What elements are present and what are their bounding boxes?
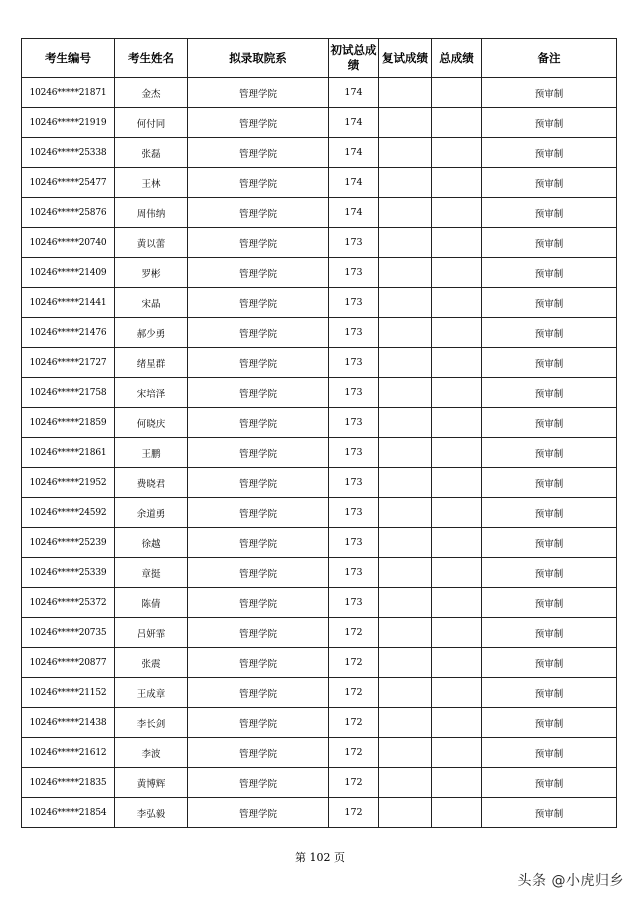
cell-total-score xyxy=(432,798,482,828)
column-header-department: 拟录取院系 xyxy=(188,39,329,78)
cell-prelim-score: 173 xyxy=(329,498,379,528)
cell-prelim-score: 173 xyxy=(329,318,379,348)
cell-candidate-name: 吕妍霏 xyxy=(115,618,188,648)
table-row xyxy=(22,408,617,438)
cell-retest-score xyxy=(379,558,432,588)
table-row xyxy=(22,588,617,618)
cell-candidate-name: 宋晶 xyxy=(115,288,188,318)
table-row xyxy=(22,798,617,828)
cell-department: 管理学院 xyxy=(188,108,329,138)
cell-remarks: 预审制 xyxy=(482,198,617,228)
cell-prelim-score: 174 xyxy=(329,108,379,138)
table-row xyxy=(22,288,617,318)
cell-remarks: 预审制 xyxy=(482,468,617,498)
cell-candidate-id: 10246*****21441 xyxy=(22,288,115,318)
table-row xyxy=(22,78,617,108)
cell-candidate-name: 金杰 xyxy=(115,78,188,108)
table-row xyxy=(22,168,617,198)
cell-total-score xyxy=(432,108,482,138)
cell-total-score xyxy=(432,408,482,438)
cell-candidate-id: 10246*****21612 xyxy=(22,738,115,768)
table-row xyxy=(22,378,617,408)
cell-retest-score xyxy=(379,378,432,408)
cell-department: 管理学院 xyxy=(188,768,329,798)
cell-candidate-id: 10246*****25239 xyxy=(22,528,115,558)
cell-remarks: 预审制 xyxy=(482,378,617,408)
cell-candidate-id: 10246*****21758 xyxy=(22,378,115,408)
cell-total-score xyxy=(432,258,482,288)
table-row xyxy=(22,618,617,648)
cell-department: 管理学院 xyxy=(188,468,329,498)
cell-candidate-id: 10246*****24592 xyxy=(22,498,115,528)
cell-prelim-score: 173 xyxy=(329,348,379,378)
cell-candidate-name: 李弘毅 xyxy=(115,798,188,828)
cell-candidate-name: 郝少勇 xyxy=(115,318,188,348)
cell-total-score xyxy=(432,348,482,378)
cell-remarks: 预审制 xyxy=(482,798,617,828)
cell-candidate-name: 何晓庆 xyxy=(115,408,188,438)
cell-remarks: 预审制 xyxy=(482,678,617,708)
cell-department: 管理学院 xyxy=(188,738,329,768)
cell-candidate-name: 绪星群 xyxy=(115,348,188,378)
cell-total-score xyxy=(432,678,482,708)
cell-total-score xyxy=(432,588,482,618)
cell-candidate-name: 余道勇 xyxy=(115,498,188,528)
cell-candidate-name: 周伟纳 xyxy=(115,198,188,228)
cell-retest-score xyxy=(379,108,432,138)
cell-prelim-score: 172 xyxy=(329,768,379,798)
cell-total-score xyxy=(432,618,482,648)
cell-department: 管理学院 xyxy=(188,438,329,468)
cell-total-score xyxy=(432,288,482,318)
cell-prelim-score: 172 xyxy=(329,678,379,708)
table-row xyxy=(22,768,617,798)
cell-prelim-score: 174 xyxy=(329,138,379,168)
page-number: 第 102 页 xyxy=(295,851,345,864)
cell-retest-score xyxy=(379,288,432,318)
column-header-candidate-id: 考生编号 xyxy=(22,39,115,78)
admission-table xyxy=(21,38,617,828)
cell-prelim-score: 173 xyxy=(329,288,379,318)
cell-candidate-id: 10246*****25338 xyxy=(22,138,115,168)
cell-department: 管理学院 xyxy=(188,678,329,708)
cell-prelim-score: 174 xyxy=(329,198,379,228)
cell-retest-score xyxy=(379,468,432,498)
cell-candidate-id: 10246*****21727 xyxy=(22,348,115,378)
cell-retest-score xyxy=(379,528,432,558)
cell-department: 管理学院 xyxy=(188,288,329,318)
cell-candidate-id: 10246*****25372 xyxy=(22,588,115,618)
cell-remarks: 预审制 xyxy=(482,318,617,348)
cell-department: 管理学院 xyxy=(188,408,329,438)
cell-prelim-score: 173 xyxy=(329,468,379,498)
cell-total-score xyxy=(432,708,482,738)
cell-retest-score xyxy=(379,198,432,228)
cell-candidate-name: 李长剑 xyxy=(115,708,188,738)
cell-remarks: 预审制 xyxy=(482,618,617,648)
table-row xyxy=(22,108,617,138)
cell-total-score xyxy=(432,438,482,468)
cell-candidate-id: 10246*****21871 xyxy=(22,78,115,108)
cell-remarks: 预审制 xyxy=(482,738,617,768)
cell-candidate-name: 宋培泽 xyxy=(115,378,188,408)
cell-prelim-score: 173 xyxy=(329,228,379,258)
cell-prelim-score: 172 xyxy=(329,648,379,678)
table-row xyxy=(22,318,617,348)
cell-candidate-id: 10246*****25339 xyxy=(22,558,115,588)
table-row xyxy=(22,678,617,708)
cell-prelim-score: 174 xyxy=(329,78,379,108)
cell-candidate-id: 10246*****21861 xyxy=(22,438,115,468)
cell-total-score xyxy=(432,738,482,768)
cell-total-score xyxy=(432,228,482,258)
cell-candidate-name: 张震 xyxy=(115,648,188,678)
cell-total-score xyxy=(432,78,482,108)
cell-candidate-id: 10246*****20877 xyxy=(22,648,115,678)
cell-total-score xyxy=(432,468,482,498)
cell-total-score xyxy=(432,768,482,798)
cell-remarks: 预审制 xyxy=(482,648,617,678)
table-row xyxy=(22,228,617,258)
cell-department: 管理学院 xyxy=(188,138,329,168)
cell-candidate-name: 何付同 xyxy=(115,108,188,138)
cell-candidate-name: 罗彬 xyxy=(115,258,188,288)
cell-total-score xyxy=(432,318,482,348)
cell-retest-score xyxy=(379,768,432,798)
cell-candidate-id: 10246*****25477 xyxy=(22,168,115,198)
cell-candidate-id: 10246*****21952 xyxy=(22,468,115,498)
cell-department: 管理学院 xyxy=(188,798,329,828)
cell-retest-score xyxy=(379,618,432,648)
table-row xyxy=(22,348,617,378)
cell-prelim-score: 173 xyxy=(329,588,379,618)
table-row xyxy=(22,468,617,498)
cell-retest-score xyxy=(379,78,432,108)
table-row xyxy=(22,708,617,738)
cell-remarks: 预审制 xyxy=(482,588,617,618)
cell-candidate-name: 王成章 xyxy=(115,678,188,708)
cell-candidate-name: 费晓君 xyxy=(115,468,188,498)
cell-retest-score xyxy=(379,678,432,708)
cell-total-score xyxy=(432,198,482,228)
cell-candidate-id: 10246*****21476 xyxy=(22,318,115,348)
cell-candidate-id: 10246*****21859 xyxy=(22,408,115,438)
table-row xyxy=(22,438,617,468)
cell-prelim-score: 172 xyxy=(329,798,379,828)
cell-prelim-score: 174 xyxy=(329,168,379,198)
cell-candidate-name: 黄博辉 xyxy=(115,768,188,798)
cell-candidate-name: 徐越 xyxy=(115,528,188,558)
cell-candidate-name: 张磊 xyxy=(115,138,188,168)
cell-candidate-name: 章挺 xyxy=(115,558,188,588)
cell-remarks: 预审制 xyxy=(482,108,617,138)
cell-remarks: 预审制 xyxy=(482,438,617,468)
cell-department: 管理学院 xyxy=(188,348,329,378)
cell-retest-score xyxy=(379,708,432,738)
cell-candidate-name: 王林 xyxy=(115,168,188,198)
cell-prelim-score: 173 xyxy=(329,528,379,558)
cell-department: 管理学院 xyxy=(188,498,329,528)
cell-remarks: 预审制 xyxy=(482,408,617,438)
cell-total-score xyxy=(432,378,482,408)
cell-department: 管理学院 xyxy=(188,198,329,228)
cell-department: 管理学院 xyxy=(188,708,329,738)
cell-total-score xyxy=(432,528,482,558)
cell-prelim-score: 173 xyxy=(329,438,379,468)
cell-remarks: 预审制 xyxy=(482,258,617,288)
cell-candidate-id: 10246*****21409 xyxy=(22,258,115,288)
cell-remarks: 预审制 xyxy=(482,288,617,318)
cell-total-score xyxy=(432,168,482,198)
cell-total-score xyxy=(432,138,482,168)
cell-retest-score xyxy=(379,258,432,288)
table-body xyxy=(22,78,617,828)
cell-department: 管理学院 xyxy=(188,528,329,558)
cell-candidate-id: 10246*****20740 xyxy=(22,228,115,258)
cell-prelim-score: 173 xyxy=(329,378,379,408)
cell-candidate-id: 10246*****21438 xyxy=(22,708,115,738)
cell-remarks: 预审制 xyxy=(482,228,617,258)
cell-candidate-id: 10246*****25876 xyxy=(22,198,115,228)
cell-candidate-id: 10246*****21919 xyxy=(22,108,115,138)
cell-department: 管理学院 xyxy=(188,378,329,408)
table-row xyxy=(22,198,617,228)
table-row xyxy=(22,558,617,588)
cell-department: 管理学院 xyxy=(188,78,329,108)
cell-prelim-score: 172 xyxy=(329,618,379,648)
cell-retest-score xyxy=(379,318,432,348)
cell-department: 管理学院 xyxy=(188,558,329,588)
cell-remarks: 预审制 xyxy=(482,138,617,168)
cell-remarks: 预审制 xyxy=(482,708,617,738)
cell-retest-score xyxy=(379,438,432,468)
cell-retest-score xyxy=(379,138,432,168)
cell-retest-score xyxy=(379,798,432,828)
cell-prelim-score: 172 xyxy=(329,738,379,768)
cell-remarks: 预审制 xyxy=(482,768,617,798)
cell-candidate-id: 10246*****21854 xyxy=(22,798,115,828)
column-header-remarks: 备注 xyxy=(482,39,617,78)
table-row xyxy=(22,648,617,678)
cell-prelim-score: 173 xyxy=(329,408,379,438)
cell-candidate-name: 黄以蕾 xyxy=(115,228,188,258)
column-header-retest-score: 复试成绩 xyxy=(379,39,432,78)
cell-retest-score xyxy=(379,408,432,438)
cell-department: 管理学院 xyxy=(188,318,329,348)
cell-retest-score xyxy=(379,648,432,678)
table-row xyxy=(22,498,617,528)
cell-remarks: 预审制 xyxy=(482,558,617,588)
column-header-candidate-name: 考生姓名 xyxy=(115,39,188,78)
cell-candidate-name: 陈倩 xyxy=(115,588,188,618)
cell-retest-score xyxy=(379,348,432,378)
cell-retest-score xyxy=(379,738,432,768)
cell-remarks: 预审制 xyxy=(482,498,617,528)
table-header-row xyxy=(22,39,617,78)
cell-retest-score xyxy=(379,588,432,618)
column-header-total-score: 总成绩 xyxy=(432,39,482,78)
table-row xyxy=(22,528,617,558)
cell-department: 管理学院 xyxy=(188,168,329,198)
cell-total-score xyxy=(432,498,482,528)
cell-candidate-id: 10246*****21835 xyxy=(22,768,115,798)
column-header-prelim-score: 初试总成绩 xyxy=(329,39,379,78)
table-row xyxy=(22,138,617,168)
cell-total-score xyxy=(432,558,482,588)
cell-candidate-name: 李波 xyxy=(115,738,188,768)
cell-department: 管理学院 xyxy=(188,228,329,258)
cell-candidate-name: 王鹏 xyxy=(115,438,188,468)
cell-candidate-id: 10246*****21152 xyxy=(22,678,115,708)
cell-retest-score xyxy=(379,228,432,258)
cell-retest-score xyxy=(379,168,432,198)
table-row xyxy=(22,738,617,768)
cell-candidate-id: 10246*****20735 xyxy=(22,618,115,648)
cell-retest-score xyxy=(379,498,432,528)
cell-total-score xyxy=(432,648,482,678)
cell-department: 管理学院 xyxy=(188,588,329,618)
cell-department: 管理学院 xyxy=(188,258,329,288)
cell-prelim-score: 172 xyxy=(329,708,379,738)
cell-department: 管理学院 xyxy=(188,648,329,678)
cell-prelim-score: 173 xyxy=(329,258,379,288)
watermark-text: 头条 @小虎归乡 xyxy=(517,873,624,889)
cell-prelim-score: 173 xyxy=(329,558,379,588)
cell-remarks: 预审制 xyxy=(482,348,617,378)
cell-department: 管理学院 xyxy=(188,618,329,648)
table-row xyxy=(22,258,617,288)
cell-remarks: 预审制 xyxy=(482,528,617,558)
cell-remarks: 预审制 xyxy=(482,78,617,108)
cell-remarks: 预审制 xyxy=(482,168,617,198)
admission-list-sheet xyxy=(21,38,616,828)
